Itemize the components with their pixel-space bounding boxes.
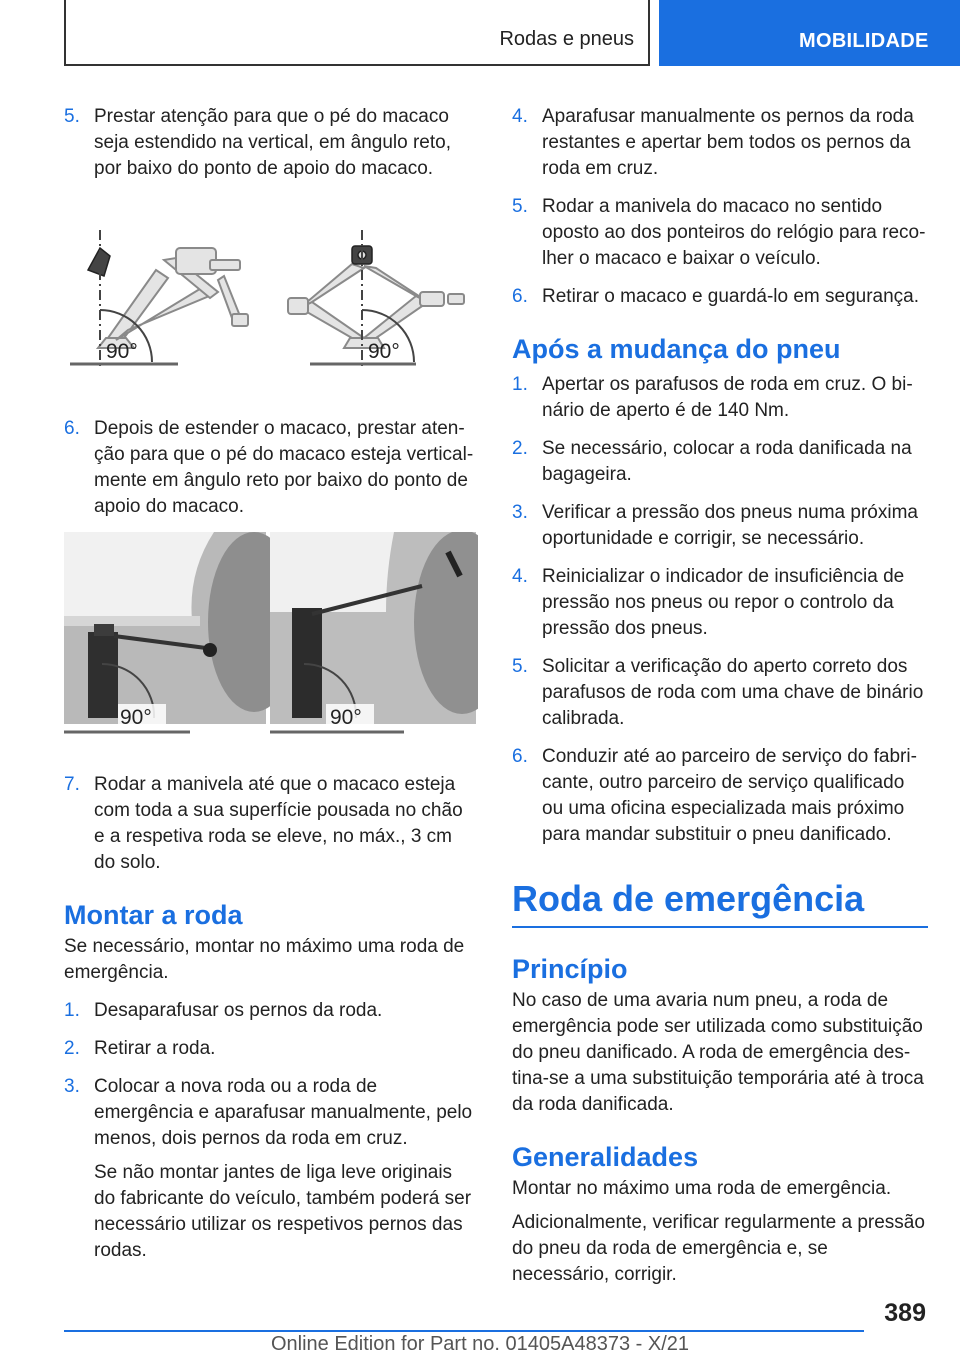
header-section-title: Rodas e pneus xyxy=(499,28,634,50)
step-number: 2. xyxy=(64,1038,80,1059)
heading-rule xyxy=(512,926,928,928)
header-chapter-title: MOBILIDADE xyxy=(799,30,929,52)
footer-rule xyxy=(64,1330,864,1332)
angle-label: 90° xyxy=(106,340,138,363)
list-item xyxy=(64,1036,478,1062)
step-text: Colocar a nova roda ou a roda de emergência e aparafusar manualmente, pelo menos, dois pernos da roda em cruz. xyxy=(94,1076,473,1149)
list-item xyxy=(512,564,928,642)
step-text: Depois de estender o macaco, prestar atenção para que o pé do macaco esteja verticalmente em ângulo reto por baixo do ponto de apoio do macaco. xyxy=(94,418,474,517)
list-item xyxy=(512,372,928,424)
step-text: Desaparafusar os pernos da roda. xyxy=(94,1000,383,1021)
angle-label: 90° xyxy=(120,706,152,729)
section-heading: Princípio xyxy=(512,954,628,984)
step-text: Prestar atenção para que o pé do macaco seja estendido na vertical, em ângulo reto, por baixo do ponto de apoio do macaco. xyxy=(94,106,451,179)
step-number: 4. xyxy=(512,106,528,127)
list-item xyxy=(64,104,478,182)
step-text: Solicitar a verificação do aperto correto dos parafusos de roda com uma chave de binário calibrada. xyxy=(542,656,924,729)
general-text: Montar no máximo uma roda de emergência. xyxy=(512,1178,892,1199)
section-heading: Montar a roda xyxy=(64,900,243,930)
list-item xyxy=(512,744,928,848)
step-number: 7. xyxy=(64,774,80,795)
header-chapter-tab xyxy=(659,0,960,66)
step-number: 6. xyxy=(512,746,528,767)
list-item xyxy=(512,284,928,310)
jack-line-drawing xyxy=(64,230,478,380)
chapter-heading: Roda de emergência xyxy=(512,878,865,919)
list-item xyxy=(64,1074,478,1264)
list-item xyxy=(64,998,478,1024)
step-text: Apertar os parafusos de roda em cruz. O binário de aperto é de 140 Nm. xyxy=(542,374,913,421)
step-number: 1. xyxy=(512,374,528,395)
list-item xyxy=(64,772,478,876)
edition-note: Online Edition for Part no. 01405A48373 - X/21 xyxy=(270,1333,690,1355)
list-item xyxy=(64,416,478,520)
step-text: Verificar a pressão dos pneus numa próxima oportunidade e corrigir, se necessário. xyxy=(542,502,918,549)
step-text: Conduzir até ao parceiro de serviço do fabricante, outro parceiro de serviço qualificado ou uma oficina especializada mais próximo para mandar substituir o pneu danificado. xyxy=(542,746,917,845)
step-number: 6. xyxy=(64,418,80,439)
left-column xyxy=(64,104,478,1276)
principle-text: No caso de uma avaria num pneu, a roda de emergência pode ser utilizada como substituição do pneu danificado. A roda de emergência destina-se a uma substituição temporária até à troca da roda danificada. xyxy=(512,990,924,1115)
jack-angle-figure xyxy=(64,230,478,380)
step-number: 2. xyxy=(512,438,528,459)
step-number: 5. xyxy=(64,106,80,127)
step-number: 4. xyxy=(512,566,528,587)
general-text: Adicionalmente, verificar regularmente a pressão do pneu da roda de emergência e, se necessário, corrigir. xyxy=(512,1212,925,1285)
step-text: Rodar a manivela do macaco no sentido oposto ao dos ponteiros do relógio para recolher o macaco e baixar o veículo. xyxy=(542,196,926,269)
step-number: 3. xyxy=(64,1076,80,1097)
step-number: 6. xyxy=(512,286,528,307)
angle-label: 90° xyxy=(368,340,400,363)
step-text: Se necessário, colocar a roda danificada na bagageira. xyxy=(542,438,912,485)
header-section-box xyxy=(64,0,650,66)
step-text: Retirar a roda. xyxy=(94,1038,216,1059)
step-number: 5. xyxy=(512,196,528,217)
angle-label: 90° xyxy=(330,706,362,729)
list-item xyxy=(512,104,928,182)
page-number: 389 xyxy=(884,1299,926,1327)
section-heading: Generalidades xyxy=(512,1142,699,1172)
step-number: 3. xyxy=(512,502,528,523)
step-text: Rodar a manivela até que o macaco esteja com toda a sua superfície pousada no chão e a respetiva roda se eleve, no máx., 3 cm do solo. xyxy=(94,774,463,873)
step-number: 5. xyxy=(512,656,528,677)
list-item xyxy=(512,436,928,488)
section-heading: Após a mudança do pneu xyxy=(512,334,841,364)
step-note: Se não montar jantes de liga leve originais do fabricante do veículo, também poderá ser necessário utilizar os respetivos pernos das rodas. xyxy=(94,1162,472,1261)
section-intro: Se necessário, montar no máximo uma roda de emergência. xyxy=(64,936,465,983)
list-item xyxy=(512,500,928,552)
jack-photos xyxy=(64,532,478,742)
step-text: Reinicializar o indicador de insuficiência de pressão nos pneus ou repor o controlo da pressão dos pneus. xyxy=(542,566,905,639)
step-text: Aparafusar manualmente os pernos da roda restantes e apertar bem todos os pernos da roda em cruz. xyxy=(542,106,914,179)
jack-photo-figure xyxy=(64,532,478,742)
step-text: Retirar o macaco e guardá-lo em segurança. xyxy=(542,286,920,307)
list-item xyxy=(512,194,928,272)
right-column xyxy=(512,104,928,1288)
step-number: 1. xyxy=(64,1000,80,1021)
list-item xyxy=(512,654,928,732)
